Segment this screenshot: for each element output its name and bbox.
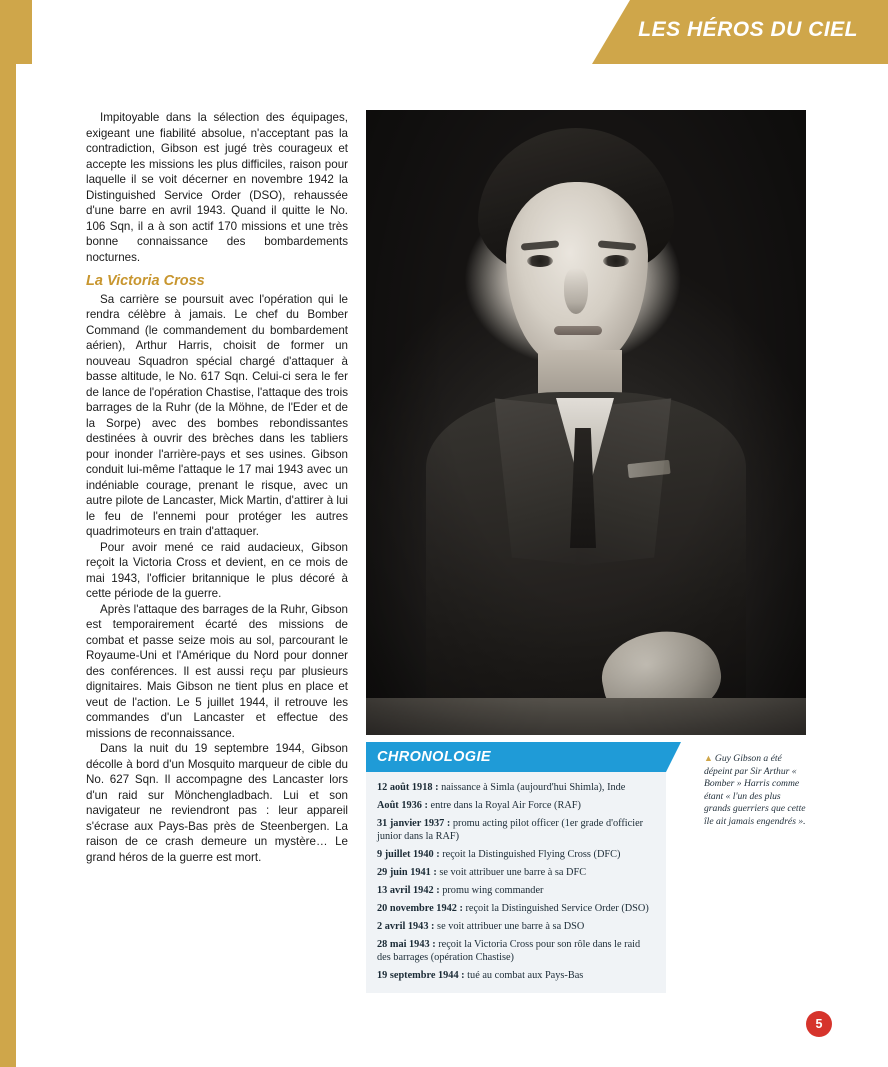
chronology-item-date: 31 janvier 1937 : <box>377 817 451 829</box>
portrait-photo-image <box>366 110 806 735</box>
chronology-item-text: tué au combat aux Pays-Bas <box>464 969 584 981</box>
chronology-item-date: 9 juillet 1940 : <box>377 849 440 861</box>
paragraph: Sa carrière se poursuit avec l'opération qui le rendra célèbre à jamais. Le chef du Bomber Command (le commandement du bombardement aérien), Arthur Harris, choisit de former un nouveau Squadron spécial chargé d'attaquer à basse altitude, le No. 617 Sqn. Celui-ci sera le fer de lance de l'opération Chastise, l'attaque des trois barrages de la Ruhr (de la Möhne, de l'Eder et de la Sorpe) avec des bombes rebondissantes destinées à ouvrir des brèches dans les tabliers pour inonder l'arrière-pays et ses usines. Gibson conduit lui-même l'attaque le 17 mai 1943 avec un indéniable courage, prenant le risque, avec un autre pilote de Lancaster, Mick Martin, d'attirer à lui le feu de l'ennemi pour protéger les autres quadrimoteurs en train d'attaquer. <box>86 292 348 538</box>
chronology-item-date: 2 avril 1943 : <box>377 920 435 932</box>
page-number-badge: 5 <box>806 1011 832 1037</box>
chronology-item-date: 13 avril 1942 : <box>377 884 440 896</box>
chronology-item-date: 12 août 1918 : <box>377 782 439 793</box>
chronology-item <box>377 969 655 982</box>
paragraph: Pour avoir mené ce raid audacieux, Gibson reçoit la Victoria Cross et devient, en ce mois de mai 1943, l'officier britannique le plus décoré à cette période de la guerre. <box>86 540 348 600</box>
chronology-item <box>377 799 655 812</box>
chronology-item-date: 29 juin 1941 : <box>377 867 437 879</box>
chronology-item <box>377 902 655 915</box>
paragraph: Impitoyable dans la sélection des équipages, exigeant une fiabilité absolue, n'acceptant pas la contradiction, Gibson est jugé très courageux et accepte les missions les plus difficiles, raison pour laquelle il se voit décerner en novembre 1942 la Distinguished Service Order (DSO), rehaussée d'une barre en avril 1943. Quand il quitte le No. 106 Sqn, il a à son actif 170 missions et une très bonne connaissance des bombardements nocturnes. <box>86 111 348 264</box>
photo-vignette <box>366 110 806 735</box>
chronology-item-text: entre dans la Royal Air Force (RAF) <box>427 799 581 811</box>
chronology-item-text: se voit attribuer une barre à sa DSO <box>434 920 585 932</box>
chronology-item-text: se voit attribuer une barre à sa DFC <box>436 867 587 879</box>
chronology-item-text: naissance à Simla (aujourd'hui Shimla), Inde <box>438 782 626 793</box>
chronology-item <box>377 884 655 897</box>
header-notch-shape <box>32 0 592 64</box>
chronology-item <box>377 938 655 965</box>
photo-caption-text: Guy Gibson a été dépeint par Sir Arthur « Bomber » Harris comme étant « l'un des plus grands guerriers que cette île ait jamais engendrés ». <box>704 753 806 827</box>
article-text-column <box>86 110 348 865</box>
photo-caption <box>704 752 808 829</box>
chronology-item-date: 19 septembre 1944 : <box>377 969 465 981</box>
page-header-band <box>16 0 888 64</box>
paragraph: Après l'attaque des barrages de la Ruhr, Gibson est temporairement écarté des missions de combat et passe seize mois au sol, parcourant le Royaume-Uni et l'Amérique du Nord pour donner des conférences. Il est aussi reçu par plusieurs dignitaires. Mais Gibson ne tient plus en place et veut de l'action. Le 5 juillet 1944, il retrouve les commandes d'un Lancaster et effectue des missions de reconnaissance. <box>86 602 348 740</box>
chronology-item-date: 28 mai 1943 : <box>377 938 436 950</box>
portrait-photo <box>366 110 806 735</box>
chronology-item-date: 20 novembre 1942 : <box>377 902 463 914</box>
chronology-item-text: promu acting pilot officer (1er grade d'officier junior dans la RAF) <box>377 817 644 843</box>
chronology-header <box>366 742 666 772</box>
chronology-item-text: reçoit la Distinguished Service Order (DSO) <box>462 902 649 914</box>
triangle-marker-icon: ▲ <box>704 753 713 763</box>
chronology-item <box>377 817 655 844</box>
chronology-item-text: reçoit la Victoria Cross pour son rôle dans le raid des barrages (opération Chastise) <box>377 938 641 964</box>
chronology-item-text: promu wing commander <box>439 884 544 896</box>
chronology-item <box>377 781 655 794</box>
page-content <box>0 64 888 1067</box>
chronology-item <box>377 848 655 861</box>
chronology-title: CHRONOLOGIE <box>377 749 491 765</box>
chronology-item-date: Août 1936 : <box>377 799 428 811</box>
chronology-item <box>377 866 655 879</box>
page-title: LES HÉROS DU CIEL <box>638 18 858 41</box>
chronology-item <box>377 920 655 933</box>
paragraph: Dans la nuit du 19 septembre 1944, Gibson décolle à bord d'un Mosquito marqueur de cible du No. 627 Sqn. Il accompagne des Lancaster lors d'un raid sur Mönchengladbach. Lui et son navigateur ne reviendront pas : leur appareil s'écrase aux Pays-Bas près de Steenbergen. La raison de ce crash demeure un mystère… Le grand héros de la guerre est mort. <box>86 742 348 864</box>
chronology-box <box>366 742 666 993</box>
section-heading: La Victoria Cross <box>86 273 205 289</box>
chronology-list <box>366 772 666 993</box>
chronology-item-text: reçoit la Distinguished Flying Cross (DFC) <box>439 849 621 861</box>
